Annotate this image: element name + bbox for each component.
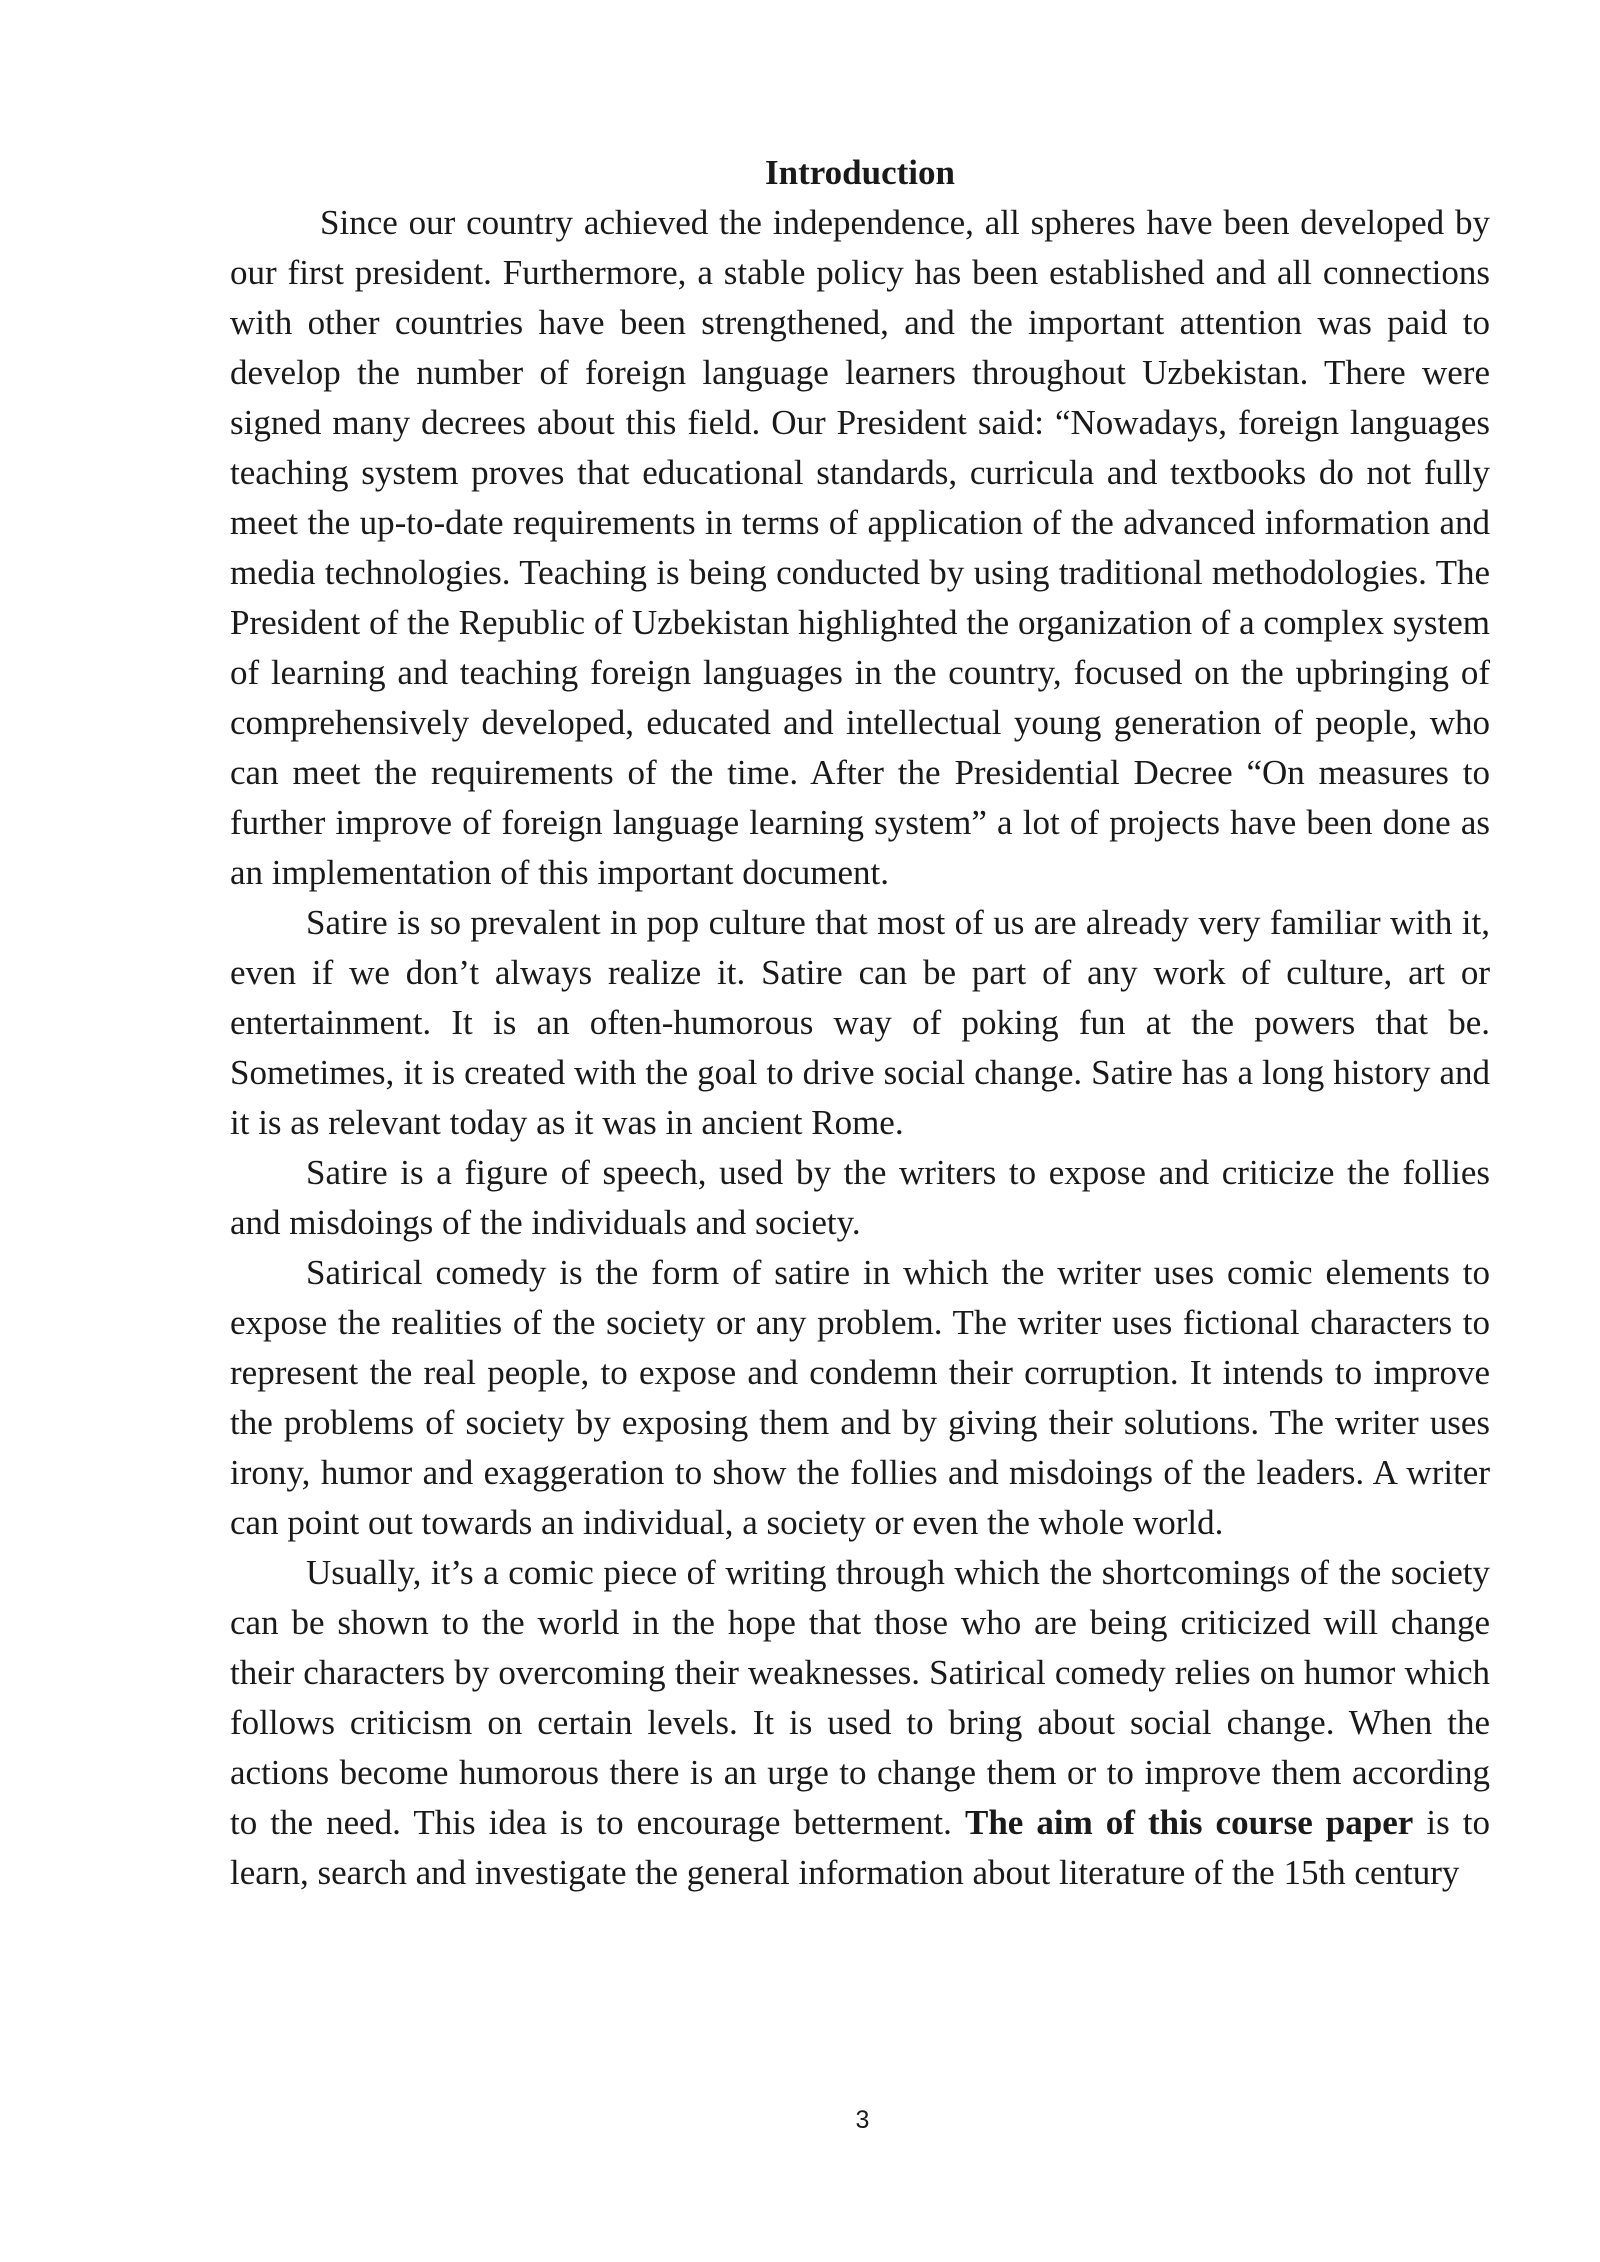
paragraph-satirical-comedy: Satirical comedy is the form of satire in which the writer uses comic elements to expose the realities of the society or any problem. The writer uses fictional characters to represent the real people, to expose and condemn their corruption. It intends to improve the problems of society by exposing them and by giving their solutions. The writer uses irony, humor and exaggeration to show the follies and misdoings of the leaders. A writer can point out towards an individual, a society or even the whole world. [230, 1253, 1490, 1542]
paragraph-satire-definition: Satire is a figure of speech, used by the writers to expose and criticize the follies and misdoings of the individuals and society. [230, 1153, 1490, 1242]
document-page [230, 148, 1490, 1898]
paragraph-aim-text-before: Usually, it’s a comic piece of writing through which the shortcomings of the society can be shown to the world in the hope that those who are being criticized will change their characters by overcoming their weaknesses. Satirical comedy relies on humor which follows criticism on certain levels. It is used to bring about social change. When the actions become humorous there is an urge to change them or to improve them according to the need. This idea is to encourage betterment. [230, 1553, 1490, 1842]
paragraph-intro: Since our country achieved the independence, all spheres have been developed by our first president. Furthermore, a stable policy has been established and all connections with other countries have been strengthened, and the important attention was paid to develop the number of foreign language learners throughout Uzbekistan. There were signed many decrees about this field. Our President said: “Nowadays, foreign languages teaching system proves that educational standards, curricula and textbooks do not fully meet the up-to-date requirements in terms of application of the advanced information and media technologies. Teaching is being conducted by using traditional methodologies. The President of the Republic of Uzbekistan highlighted the organization of a complex system of learning and teaching foreign languages in the country, focused on the upbringing of comprehensively developed, educated and intellectual young generation of people, who can meet the requirements of the time. After the Presidential Decree “On measures to further improve of foreign language learning system” a lot of projects have been done as an implementation of this important document. [230, 203, 1490, 892]
page-number: 3 [855, 2106, 870, 2134]
paragraph-aim-text-after: is to learn, search and investigate the general information about literature of the 15th century [230, 1803, 1490, 1892]
paragraph-aim-bold-phrase: The aim of this course paper [964, 1803, 1414, 1842]
page-title: Introduction [765, 153, 955, 192]
paragraph-aim [230, 1548, 1490, 1898]
paragraph-satire-culture: Satire is so prevalent in pop culture that most of us are already very familiar with it, even if we don’t always realize it. Satire can be part of any work of culture, art or entertainment. It is an often-humorous way of poking fun at the powers that be. Sometimes, it is created with the goal to drive social change. Satire has a long history and it is as relevant today as it was in ancient Rome. [230, 903, 1490, 1142]
